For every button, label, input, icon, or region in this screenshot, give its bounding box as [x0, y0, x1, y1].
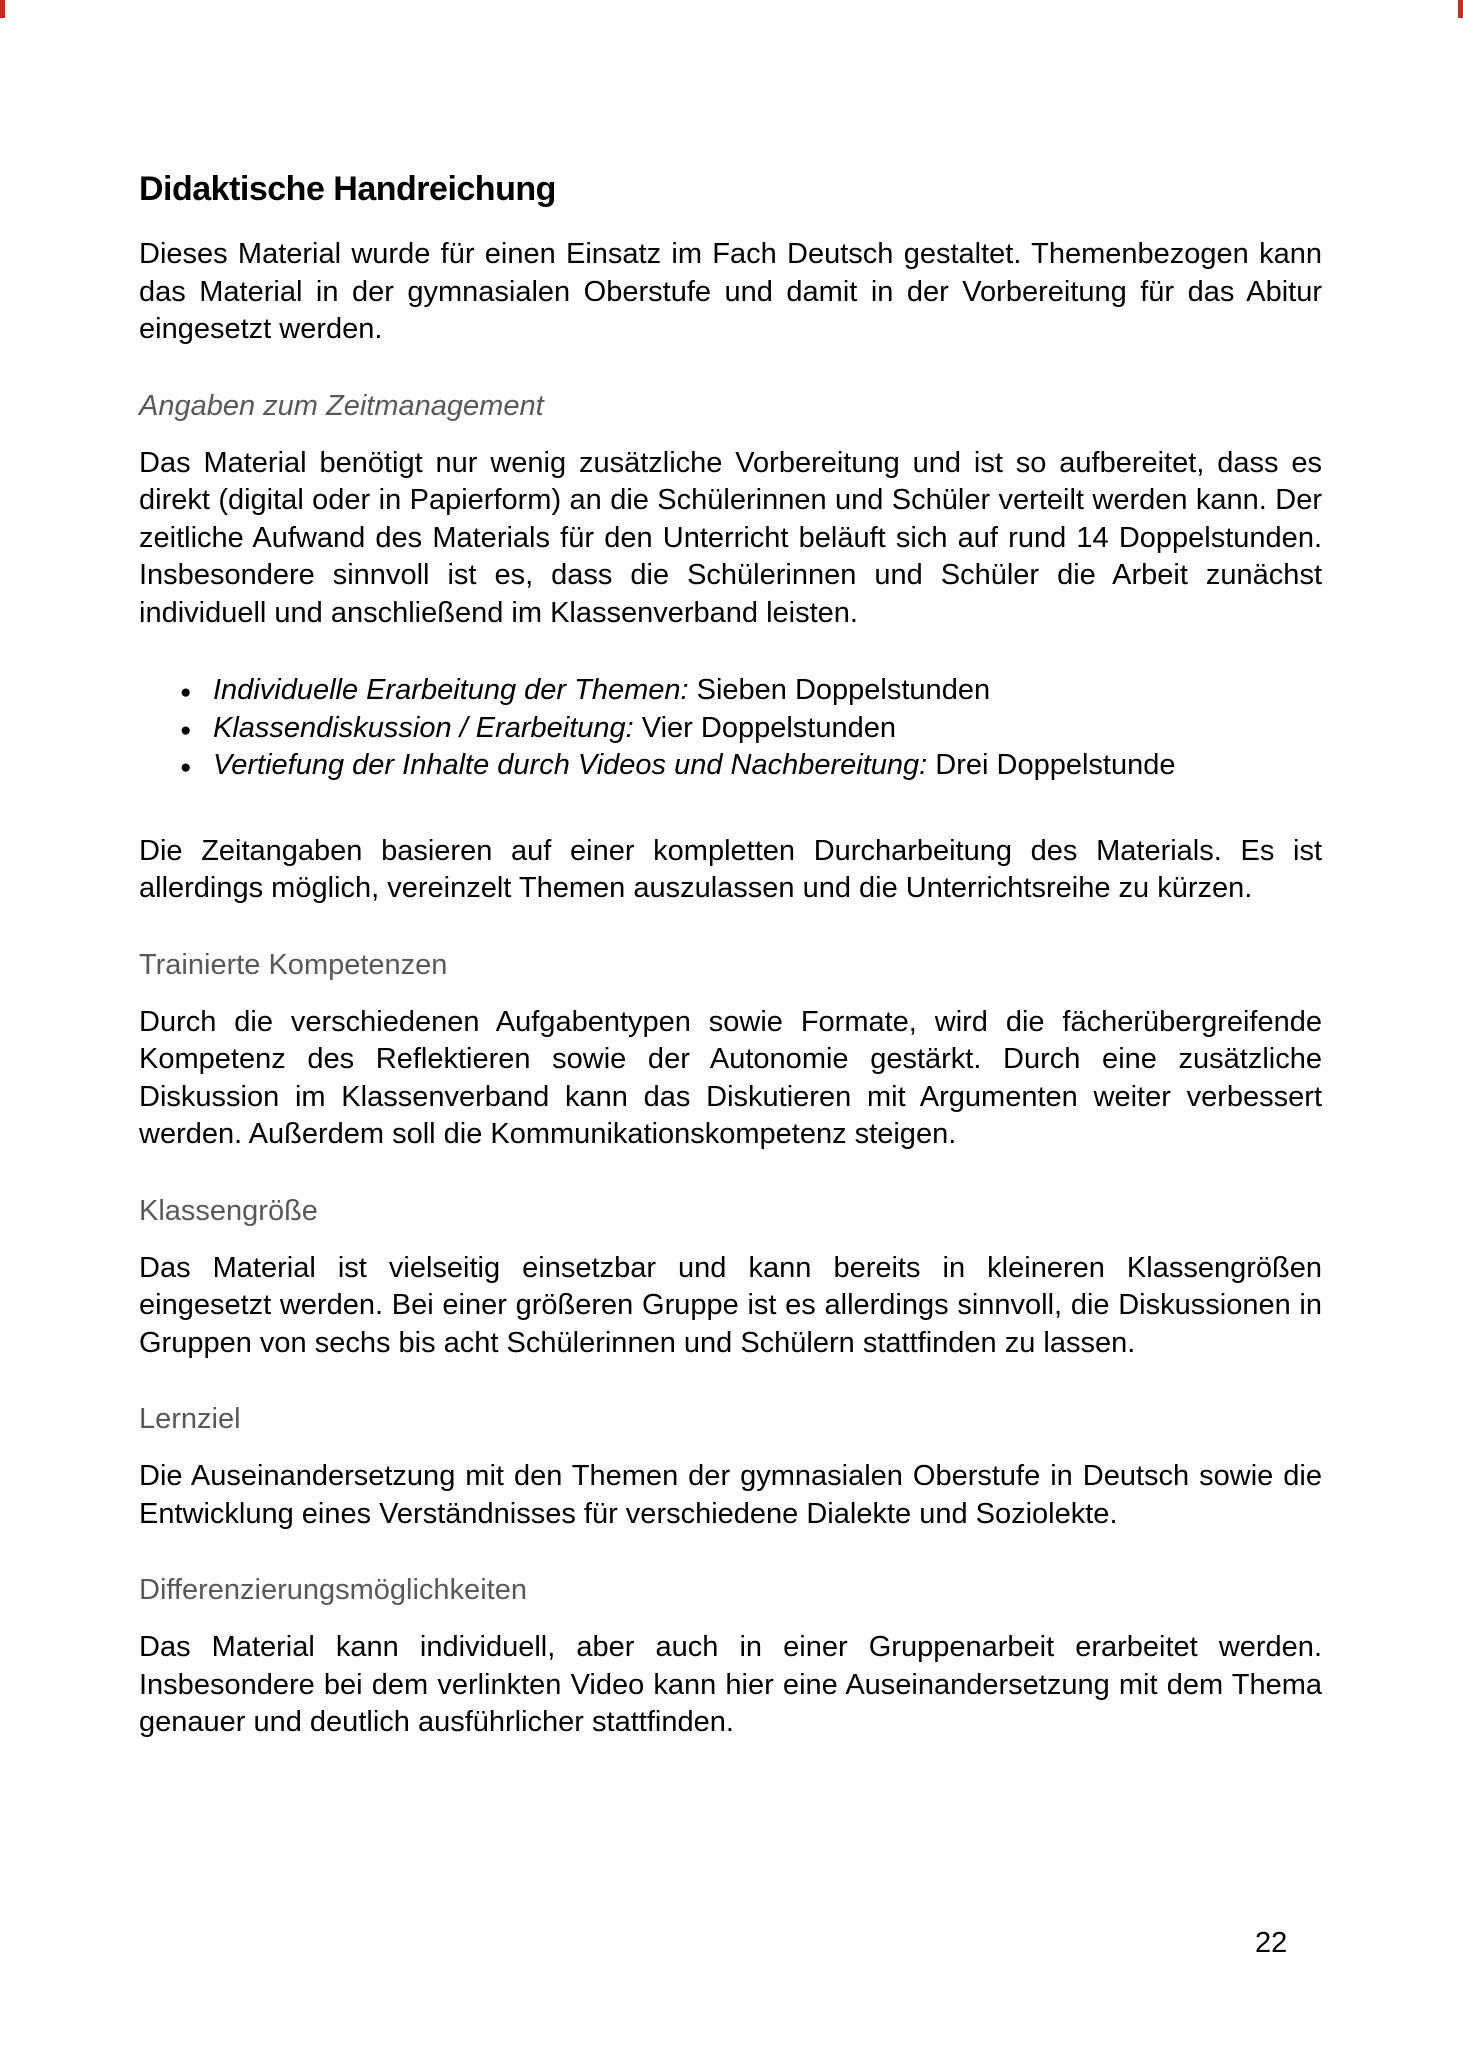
bullet-icon: ●	[180, 719, 192, 741]
zeitangaben-paragraph: Die Zeitangaben basieren auf einer kompletten Durcharbeitung des Materials. Es ist allerdings möglich, vereinzelt Themen auszulassen und die Unterrichtsreihe zu kürzen.	[139, 834, 1322, 904]
klassengroesse-paragraph: Das Material ist vielseitig einsetzbar und kann bereits in kleineren Klassengrößen eingesetzt werden. Bei einer größeren Gruppe ist es allerdings sinnvoll, die Diskussionen in Gruppen von sechs bis acht Schülerinnen und Schülern stattfinden zu lassen.	[139, 1251, 1322, 1359]
section-heading-klassengroesse: Klassengröße	[139, 1194, 318, 1227]
crop-mark-left	[0, 0, 5, 18]
kompetenzen-paragraph: Durch die verschiedenen Aufgabentypen sowie Formate, wird die fächerübergreifende Kompetenz des Reflektieren sowie der Autonomie gestärkt. Durch eine zusätzliche Diskussion im Klassenverband kann das Diskutieren mit Argumenten weiter verbessert werden. Außerdem soll die Kommunikationskompetenz steigen.	[139, 1005, 1322, 1150]
bullet-label: Vertiefung der Inhalte durch Videos und Nachbereitung:	[213, 749, 928, 781]
page-title: Didaktische Handreichung	[139, 170, 556, 208]
section-heading-zeitmanagement: Angaben zum Zeitmanagement	[139, 389, 544, 422]
list-item	[139, 747, 1322, 785]
bullet-label: Individuelle Erarbeitung der Themen:	[213, 674, 689, 706]
bullet-value: Drei Doppelstunde	[927, 749, 1176, 781]
page-number: 22	[1255, 1927, 1288, 1959]
doppelstunden-list	[139, 672, 1322, 785]
list-item	[139, 672, 1322, 710]
bullet-label: Klassendiskussion / Erarbeitung:	[213, 711, 634, 744]
list-item	[139, 710, 1322, 748]
intro-paragraph: Dieses Material wurde für einen Einsatz im Fach Deutsch gestaltet. Themenbezogen kann das Material in der gymnasialen Oberstufe und damit in der Vorbereitung für das Abitur eingesetzt werden.	[139, 238, 1322, 345]
bullet-value: Sieben Doppelstunden	[688, 674, 991, 706]
section-heading-lernziel: Lernziel	[139, 1403, 241, 1435]
zeitmanagement-paragraph: Das Material benötigt nur wenig zusätzliche Vorbereitung und ist so aufbereitet, dass es direkt (digital oder in Papierform) an die Schülerinnen und Schüler verteilt werden kann. Der zeitliche Aufwand des Materials für den Unterricht beläuft sich auf rund 14 Doppelstunden. Insbesondere sinnvoll ist es, dass die Schülerinnen und Schüler die Arbeit zunächst individuell und anschließend im Klassenverband leisten.	[139, 446, 1322, 629]
section-heading-differenzierung: Differenzierungsmöglichkeiten	[139, 1574, 527, 1606]
section-heading-kompetenzen: Trainierte Kompetenzen	[139, 948, 448, 981]
differenzierung-paragraph: Das Material kann individuell, aber auch in einer Gruppenarbeit erarbeitet werden. Insbesondere bei dem verlinkten Video kann hier eine Auseinandersetzung mit dem Thema genauer und deutlich ausführlicher stattfinden.	[139, 1631, 1322, 1738]
crop-mark-right	[1458, 0, 1463, 18]
bullet-icon: ●	[180, 757, 192, 778]
bullet-icon: ●	[180, 682, 192, 703]
lernziel-paragraph: Die Auseinandersetzung mit den Themen der gymnasialen Oberstufe in Deutsch sowie die Entwicklung eines Verständnisses für verschiedene Dialekte und Soziolekte.	[139, 1460, 1322, 1530]
bullet-value: Vier Doppelstunden	[633, 711, 896, 744]
